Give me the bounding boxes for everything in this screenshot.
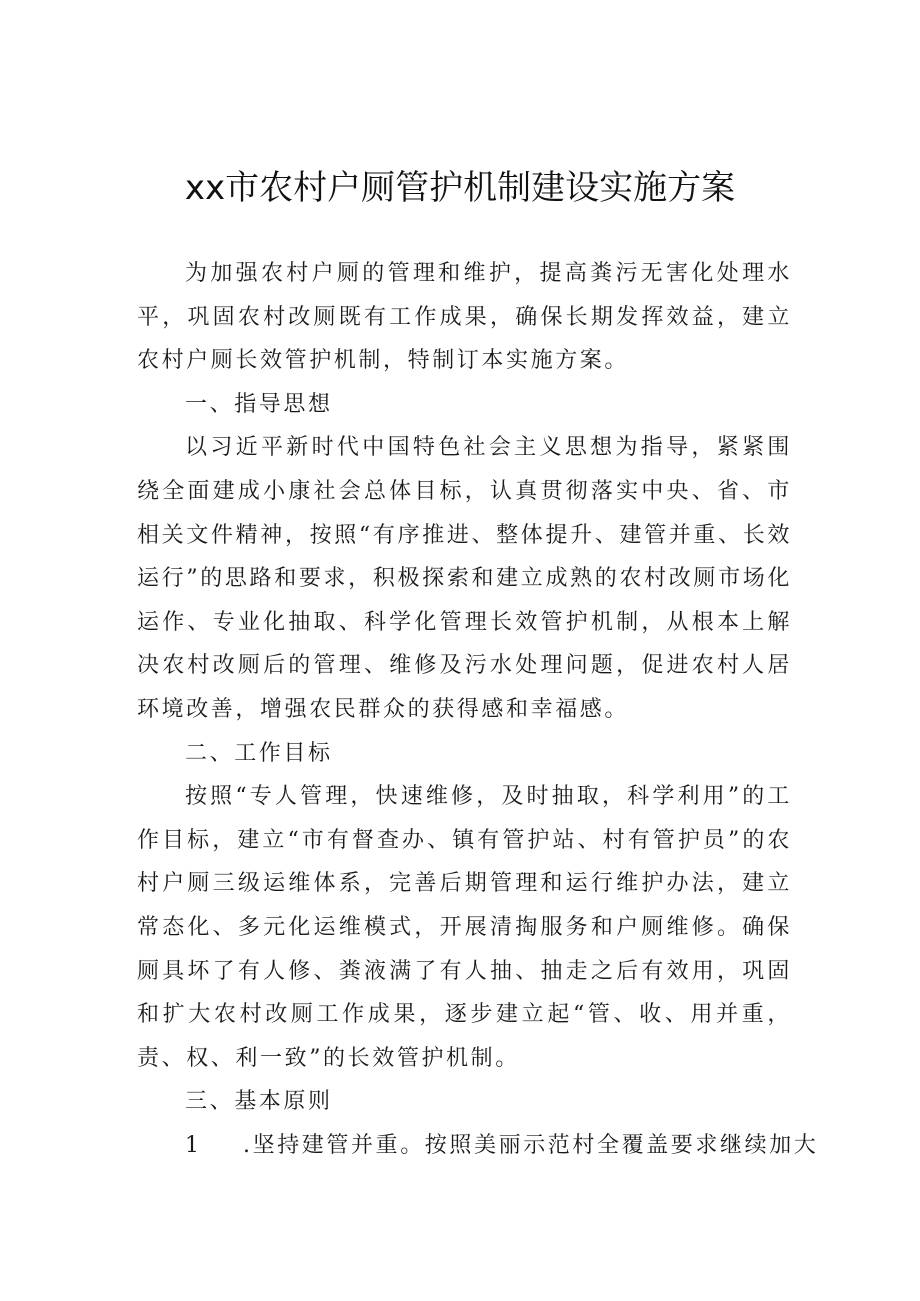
- principle-number: 1: [185, 1132, 202, 1158]
- principle-item: [137, 1124, 819, 1168]
- section-heading-guiding-ideology: 一、指导思想: [185, 391, 333, 417]
- document-title: xx市农村户厕管护机制建设实施方案: [184, 168, 736, 208]
- intro-paragraph: 为加强农村户厕的管理和维护，提高粪污无害化处理水平，巩固农村改厕既有工作成果，确保长期发挥效益，建立农村户厕长效管护机制，特制订本实施方案。: [137, 261, 792, 374]
- principle-text: .坚持建管并重。按照美丽示范村全覆盖要求继续加大: [243, 1132, 819, 1158]
- section-paragraph-guiding-ideology: 以习近平新时代中国特色社会主义思想为指导，紧紧围绕全面建成小康社会总体目标，认真贯彻落实中央、省、市相关文件精神，按照“有序推进、整体提升、建管并重、长效运行”的思路和要求，积极探索和建立成熟的农村改厕市场化运作、专业化抽取、科学化管理长效管护机制，从根本上解决农村改厕后的管理、维修及污水处理问题，促进农村人居环境改善，增强农民群众的获得感和幸福感。: [137, 435, 792, 722]
- section-heading-work-goals: 二、工作目标: [185, 740, 333, 766]
- section-paragraph-work-goals: 按照“专人管理，快速维修，及时抽取，科学利用”的工作目标，建立“市有督查办、镇有管护站、村有管护员”的农村户厕三级运维体系，完善后期管理和运行维护办法，建立常态化、多元化运维模式，开展清掏服务和户厕维修。确保厕具坏了有人修、粪液满了有人抽、抽走之后有效用，巩固和扩大农村改厕工作成果，逐步建立起“管、收、用并重，责、权、利一致”的长效管护机制。: [137, 784, 792, 1071]
- document-body: [137, 252, 819, 1167]
- section-heading-basic-principles: 三、基本原则: [185, 1089, 333, 1115]
